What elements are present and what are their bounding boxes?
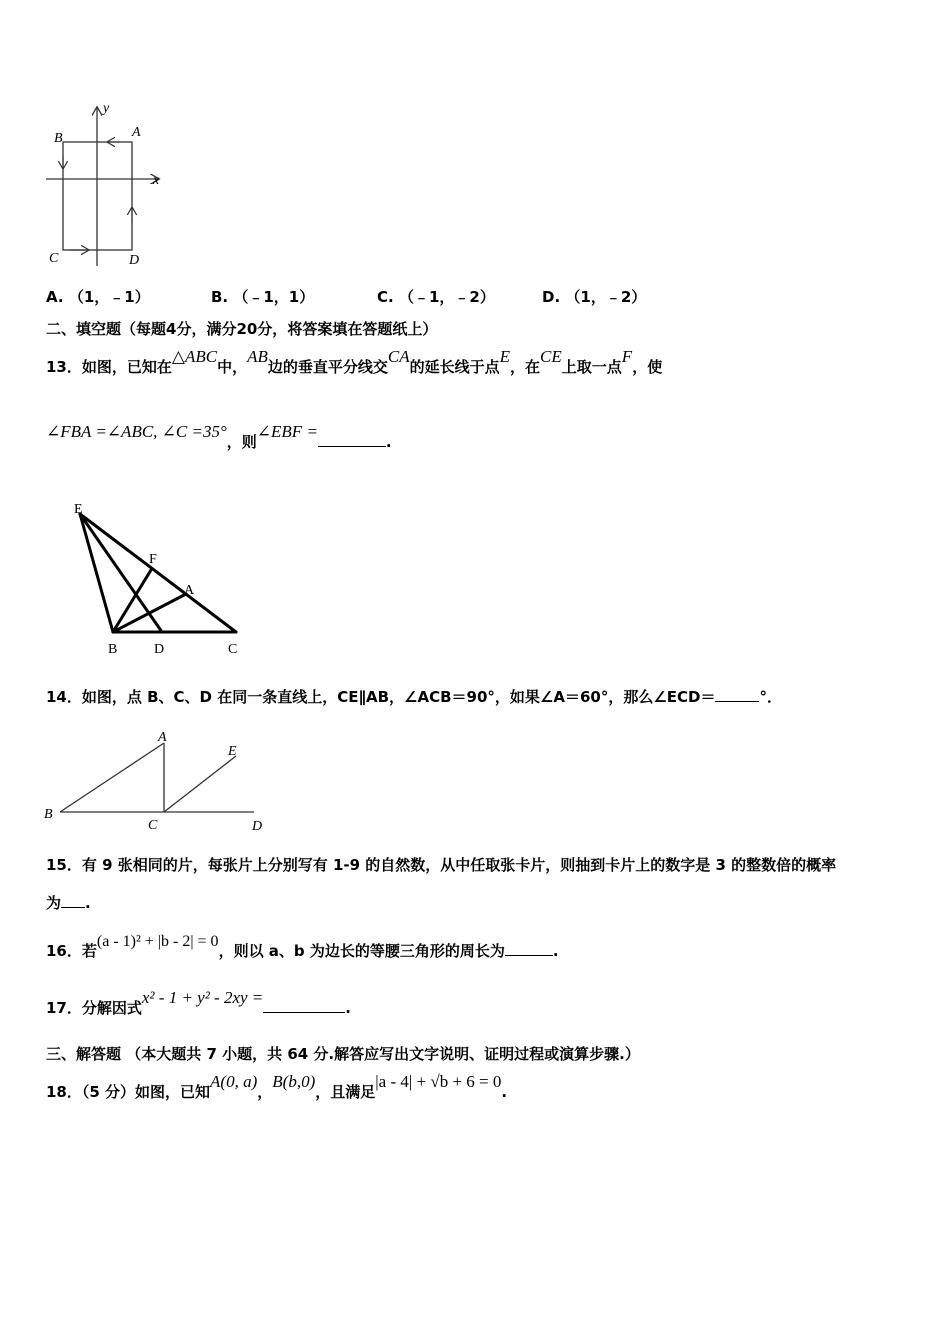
q15-answer-blank[interactable] xyxy=(61,893,85,908)
label-d: D xyxy=(129,253,140,268)
label-e: E xyxy=(74,502,83,517)
label-c: C xyxy=(228,642,238,657)
q17-answer-blank[interactable] xyxy=(263,998,345,1013)
label-a: A xyxy=(158,730,167,745)
q16-answer-blank[interactable] xyxy=(505,941,553,956)
label-b: B xyxy=(44,807,53,822)
section3-header: 三、解答题 （本大题共 7 小题，共 64 分.解答应写出文字说明、证明过程或演算步骤.） xyxy=(46,1045,640,1063)
label-x: x xyxy=(153,173,160,188)
q13-answer-blank[interactable] xyxy=(318,432,386,447)
label-y: y xyxy=(103,101,110,116)
q15-line1: 15．有 9 张相同的片，每张片上分别写有 1-9 的自然数，从中任取张卡片，则抽到卡片上的数字是 3 的整数倍的概率 xyxy=(46,856,837,874)
label-a: A xyxy=(184,583,195,598)
q14-figure xyxy=(42,726,272,836)
option-a: A. （1，﹣1） xyxy=(46,288,150,306)
label-d: D xyxy=(154,642,165,657)
label-e: E xyxy=(228,744,237,759)
option-b: B. （﹣1，1） xyxy=(211,288,315,306)
q13-line1: 13．如图，已知在△ABC中，AB边的垂直平分线交CA的延长线于点E，在CE上取一点F，使 xyxy=(46,347,663,376)
label-c: C xyxy=(49,251,59,266)
label-f: F xyxy=(149,552,157,567)
q14-text: 14．如图，点 B、C、D 在同一条直线上，CE∥AB，∠ACB＝90°，如果∠A＝60°，那么∠ECD＝ °． xyxy=(46,688,782,706)
q17-text: 17．分解因式x² - 1 + y² - 2xy =. xyxy=(46,988,351,1017)
label-c: C xyxy=(148,818,158,833)
option-d: D. （1，﹣2） xyxy=(542,288,647,306)
label-d: D xyxy=(252,819,263,834)
q15-line2: 为 . xyxy=(46,894,91,912)
label-b: B xyxy=(108,642,118,657)
q14-answer-blank[interactable] xyxy=(715,687,759,702)
q18-text: 18．（5 分）如图，已知A(0, a)，B(b,0)，且满足|a - 4| + √b + 6 = 0. xyxy=(46,1072,508,1101)
q16-text: 16．若(a - 1)² + |b - 2| = 0，则以 a、b 为边长的等腰三角形的周长为 . xyxy=(46,933,559,960)
label-b: B xyxy=(54,131,63,146)
section2-header: 二、填空题（每题4分，满分20分，将答案填在答题纸上） xyxy=(46,320,438,338)
label-a: A xyxy=(132,125,141,140)
q12-coordinate-figure xyxy=(40,98,170,273)
q13-line2: ∠FBA =∠ABC, ∠C =35°，则∠EBF =. xyxy=(46,422,392,451)
option-c: C. （﹣1，﹣2） xyxy=(377,288,495,306)
q13-triangle-figure xyxy=(70,498,250,663)
